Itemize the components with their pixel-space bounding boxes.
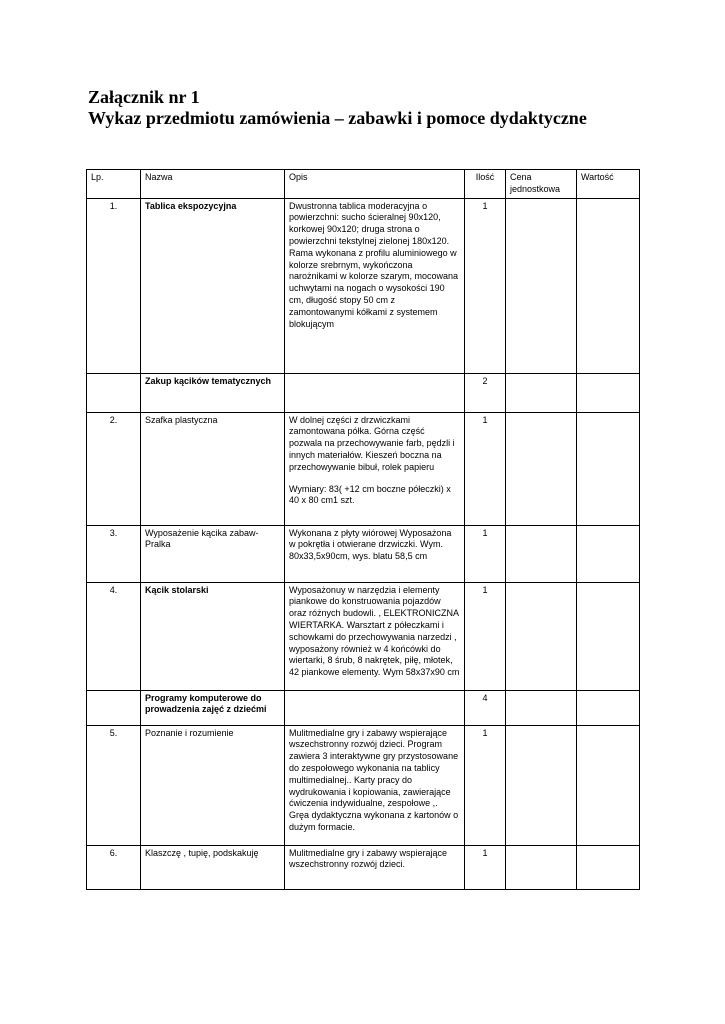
table-row bbox=[87, 690, 640, 725]
row-description bbox=[285, 373, 465, 412]
title-line-2: Wykaz przedmiotu zamówienia – zabawki i pomoce dydaktyczne bbox=[88, 108, 587, 128]
row-value bbox=[577, 412, 640, 525]
row-value bbox=[577, 525, 640, 582]
order-items-table bbox=[86, 169, 640, 890]
header-value: Wartość bbox=[577, 170, 640, 199]
table-row bbox=[87, 525, 640, 582]
row-quantity: 4 bbox=[465, 690, 506, 725]
row-description bbox=[285, 690, 465, 725]
table-row bbox=[87, 373, 640, 412]
row-value bbox=[577, 690, 640, 725]
title-line-1: Załącznik nr 1 bbox=[88, 87, 200, 107]
row-description-dimensions: Wymiary: 83( +12 cm boczne półeczki) x 40 x 80 cm1 szt. bbox=[289, 483, 451, 506]
row-description: Wyposażonuy w narzędzia i elementy piankowe do konstruowania pojazdów oraz różnych budowli. , ELEKTRONICZNA WIERTARKA. Warsztart z półeczkami i schowkami do przechowywania narzedzi , wyposażony również w 4 końcówki do wiertarki, 8 śrub, 8 nakrętek, piłę, młotek, 42 piankowe elementy. Wym 58x37x90 cm bbox=[285, 582, 465, 690]
table-row bbox=[87, 845, 640, 889]
row-unit-price bbox=[506, 373, 577, 412]
table-row bbox=[87, 725, 640, 845]
row-lp: 3. bbox=[87, 525, 141, 582]
row-value bbox=[577, 198, 640, 373]
table-row bbox=[87, 412, 640, 525]
row-lp bbox=[87, 373, 141, 412]
row-description: Mulitmedialne gry i zabawy wspierające wszechstronny rozwój dzieci. Program zawiera 3 interaktywne gry przystosowane do zespołowego wykonania na tablicy multimedialnej.. Karty pracy do wydrukowania i kopiowania, zawierające ćwiczenia indywidualne, zespołowe ,. Gręa dydaktyczna wykonana z kartonów o dużym formacie. bbox=[285, 725, 465, 845]
row-description bbox=[285, 412, 465, 525]
row-name: Szafka plastyczna bbox=[141, 412, 285, 525]
row-value bbox=[577, 582, 640, 690]
table-row bbox=[87, 582, 640, 690]
row-unit-price bbox=[506, 690, 577, 725]
header-description: Opis bbox=[285, 170, 465, 199]
document-title bbox=[88, 87, 708, 129]
row-unit-price bbox=[506, 725, 577, 845]
row-lp bbox=[87, 690, 141, 725]
row-lp: 5. bbox=[87, 725, 141, 845]
row-description-main: W dolnej części z drzwiczkami zamontowana półka. Górna część pozwala na przechowywanie farb, pędzli i innych materiałów. Kieszeń boczna na przechowywanie bibuł, rolek papieru bbox=[289, 414, 455, 472]
row-unit-price bbox=[506, 845, 577, 889]
row-description: Dwustronna tablica moderacyjna o powierzchni: sucho ścieralnej 90x120, korkowej 90x120; druga strona o powierzchni tekstylnej zielonej 180x120. Rama wykonana z profilu aluminiowego w kolorze srebrnym, wykończona narożnikami w kolorze szarym, mocowana uchwytami na nogach o wysokości 190 cm, długość stopy 50 cm z zamontowanymi kółkami z systemem blokującym bbox=[285, 198, 465, 373]
row-description: Wykonana z płyty wiórowej Wyposażona w pokrętła i otwierane drzwiczki. Wym. 80x33,5x90cm, wys. blatu 58,5 cm bbox=[285, 525, 465, 582]
row-quantity: 2 bbox=[465, 373, 506, 412]
header-name: Nazwa bbox=[141, 170, 285, 199]
row-lp: 4. bbox=[87, 582, 141, 690]
row-quantity: 1 bbox=[465, 412, 506, 525]
row-quantity: 1 bbox=[465, 725, 506, 845]
row-unit-price bbox=[506, 198, 577, 373]
row-lp: 2. bbox=[87, 412, 141, 525]
row-unit-price bbox=[506, 582, 577, 690]
header-quantity: Ilość bbox=[465, 170, 506, 199]
table-row bbox=[87, 198, 640, 373]
row-lp: 6. bbox=[87, 845, 141, 889]
row-value bbox=[577, 373, 640, 412]
row-name: Kącik stolarski bbox=[141, 582, 285, 690]
header-unit-price: Cena jednostkowa bbox=[506, 170, 577, 199]
row-quantity: 1 bbox=[465, 525, 506, 582]
header-lp: Lp. bbox=[87, 170, 141, 199]
row-value bbox=[577, 845, 640, 889]
row-name: Klaszczę , tupię, podskakuję bbox=[141, 845, 285, 889]
row-quantity: 1 bbox=[465, 582, 506, 690]
row-unit-price bbox=[506, 412, 577, 525]
row-name: Wyposażenie kącika zabaw- Pralka bbox=[141, 525, 285, 582]
row-unit-price bbox=[506, 525, 577, 582]
row-name: Poznanie i rozumienie bbox=[141, 725, 285, 845]
row-quantity: 1 bbox=[465, 198, 506, 373]
row-description: Mulitmedialne gry i zabawy wspierające wszechstronny rozwój dzieci. bbox=[285, 845, 465, 889]
row-quantity: 1 bbox=[465, 845, 506, 889]
row-name: Tablica ekspozycyjna bbox=[141, 198, 285, 373]
table-header-row bbox=[87, 170, 640, 199]
row-name: Zakup kącików tematycznych bbox=[141, 373, 285, 412]
row-value bbox=[577, 725, 640, 845]
row-lp: 1. bbox=[87, 198, 141, 373]
row-name: Programy komputerowe do prowadzenia zajęć z dziećmi bbox=[141, 690, 285, 725]
